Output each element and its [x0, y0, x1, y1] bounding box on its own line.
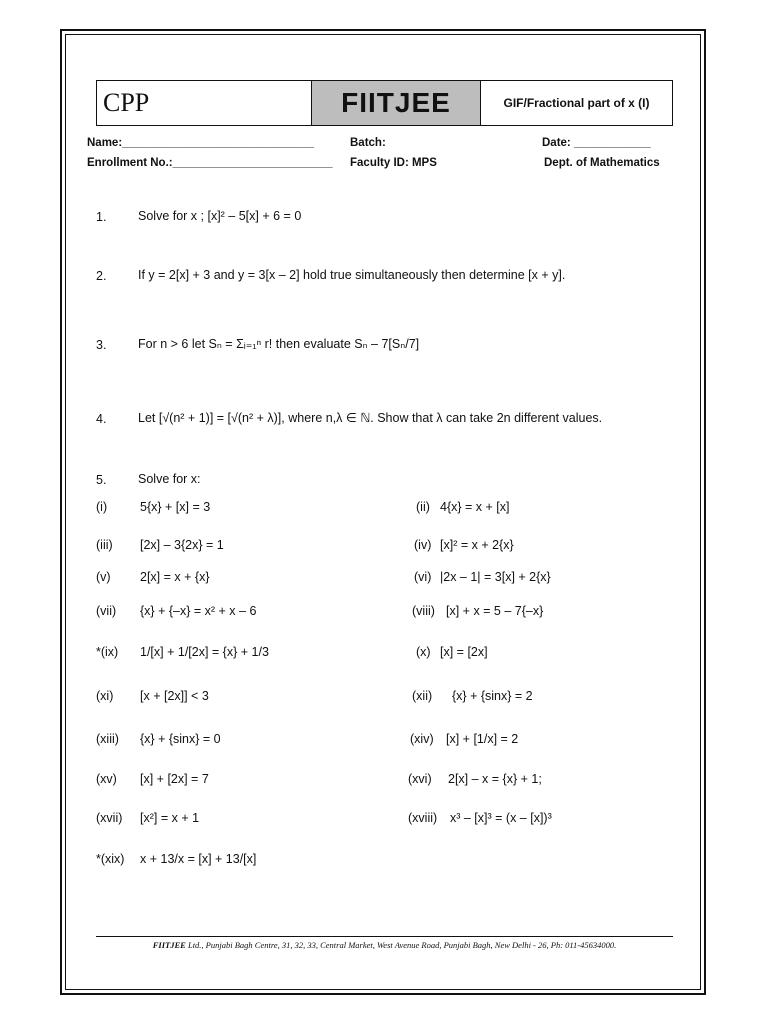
question-text: Solve for x:: [138, 472, 201, 486]
part-label: (xvi): [408, 772, 432, 786]
part-equation: [x]² = x + 2{x}: [440, 538, 514, 552]
question-number: 3.: [96, 338, 107, 352]
part-label: (viii): [412, 604, 435, 618]
footer-rule: [96, 936, 673, 937]
part-equation: [x + [2x]] < 3: [140, 689, 209, 703]
part-label: (vii): [96, 604, 117, 618]
question-text: If y = 2[x] + 3 and y = 3[x – 2] hold true simultaneously then determine [x + y].: [138, 268, 566, 282]
name-field: Name:______________________________: [87, 137, 315, 149]
part-label: (ii): [416, 500, 430, 514]
part-equation: [2x] – 3{2x} = 1: [140, 538, 224, 552]
dept-field: Dept. of Mathematics: [544, 157, 660, 169]
part-equation: [x] + [2x] = 7: [140, 772, 209, 786]
part-equation: x³ – [x]³ = (x – [x])³: [450, 811, 552, 825]
part-equation: [x²] = x + 1: [140, 811, 200, 825]
question-number: 5.: [96, 473, 107, 487]
part-equation: 1/[x] + 1/[2x] = {x} + 1/3: [140, 645, 269, 659]
part-label: (vi): [414, 570, 432, 584]
part-label: (xiv): [410, 732, 434, 746]
question-number: 2.: [96, 269, 107, 283]
part-label: (xiii): [96, 732, 119, 746]
part-equation: x + 13/x = [x] + 13/[x]: [140, 852, 257, 866]
date-field: Date: ____________: [542, 137, 651, 149]
question-number: 4.: [96, 412, 107, 426]
faculty-field: Faculty ID: MPS: [350, 157, 437, 169]
footer-brand: FIITJEE: [152, 940, 186, 950]
enrollment-field: Enrollment No.:_________________________: [87, 157, 333, 169]
part-label: (v): [96, 570, 111, 584]
footer: [96, 940, 673, 950]
header-code: CPP: [97, 81, 312, 125]
part-equation: 5{x} + [x] = 3: [140, 500, 211, 514]
part-equation: {x} + {sinx} = 0: [140, 732, 221, 746]
part-label: (xii): [412, 689, 433, 703]
question-text: Solve for x ; [x]² – 5[x] + 6 = 0: [138, 209, 302, 223]
part-label: (xi): [96, 689, 114, 703]
part-label: (x): [416, 645, 431, 659]
part-equation: |2x – 1| = 3[x] + 2{x}: [440, 570, 551, 584]
part-equation: 2[x] – x = {x} + 1;: [448, 772, 542, 786]
part-label: (xviii): [408, 811, 438, 825]
part-equation: [x] + [1/x] = 2: [446, 732, 519, 746]
part-equation: {x} + {sinx} = 2: [452, 689, 533, 703]
batch-field: Batch:: [350, 137, 386, 149]
part-label: (i): [96, 500, 108, 514]
question-text: For n > 6 let Sₙ = Σᵢ₌₁ⁿ r! then evaluate Sₙ – 7[Sₙ/7]: [138, 337, 420, 351]
part-equation: 4{x} = x + [x]: [440, 500, 510, 514]
part-label: (iv): [414, 538, 432, 552]
part-equation: 2[x] = x + {x}: [140, 570, 210, 584]
question-text: Let [√(n² + 1)] = [√(n² + λ)], where n,λ ∈ ℕ. Show that λ can take 2n different values.: [138, 411, 603, 425]
part-equation: {x} + {–x} = x² + x – 6: [140, 604, 257, 618]
part-label: (xvii): [96, 811, 123, 825]
header-topic: GIF/Fractional part of x (I): [503, 96, 650, 110]
part-label: (iii): [96, 538, 113, 552]
footer-address: Ltd., Punjabi Bagh Centre, 31, 32, 33, Central Market, West Avenue Road, Punjabi Bagh, New Delhi - 26, Ph: 011-45634000.: [187, 940, 617, 950]
question-number: 1.: [96, 210, 107, 224]
part-equation: [x] = [2x]: [440, 645, 488, 659]
header-box: [96, 80, 673, 126]
part-label: *(xix): [96, 852, 125, 866]
part-label: *(ix): [96, 645, 119, 659]
fiitjee-logo: FIITJEE: [312, 81, 481, 125]
part-label: (xv): [96, 772, 117, 786]
part-equation: [x] + x = 5 – 7{–x}: [446, 604, 544, 618]
